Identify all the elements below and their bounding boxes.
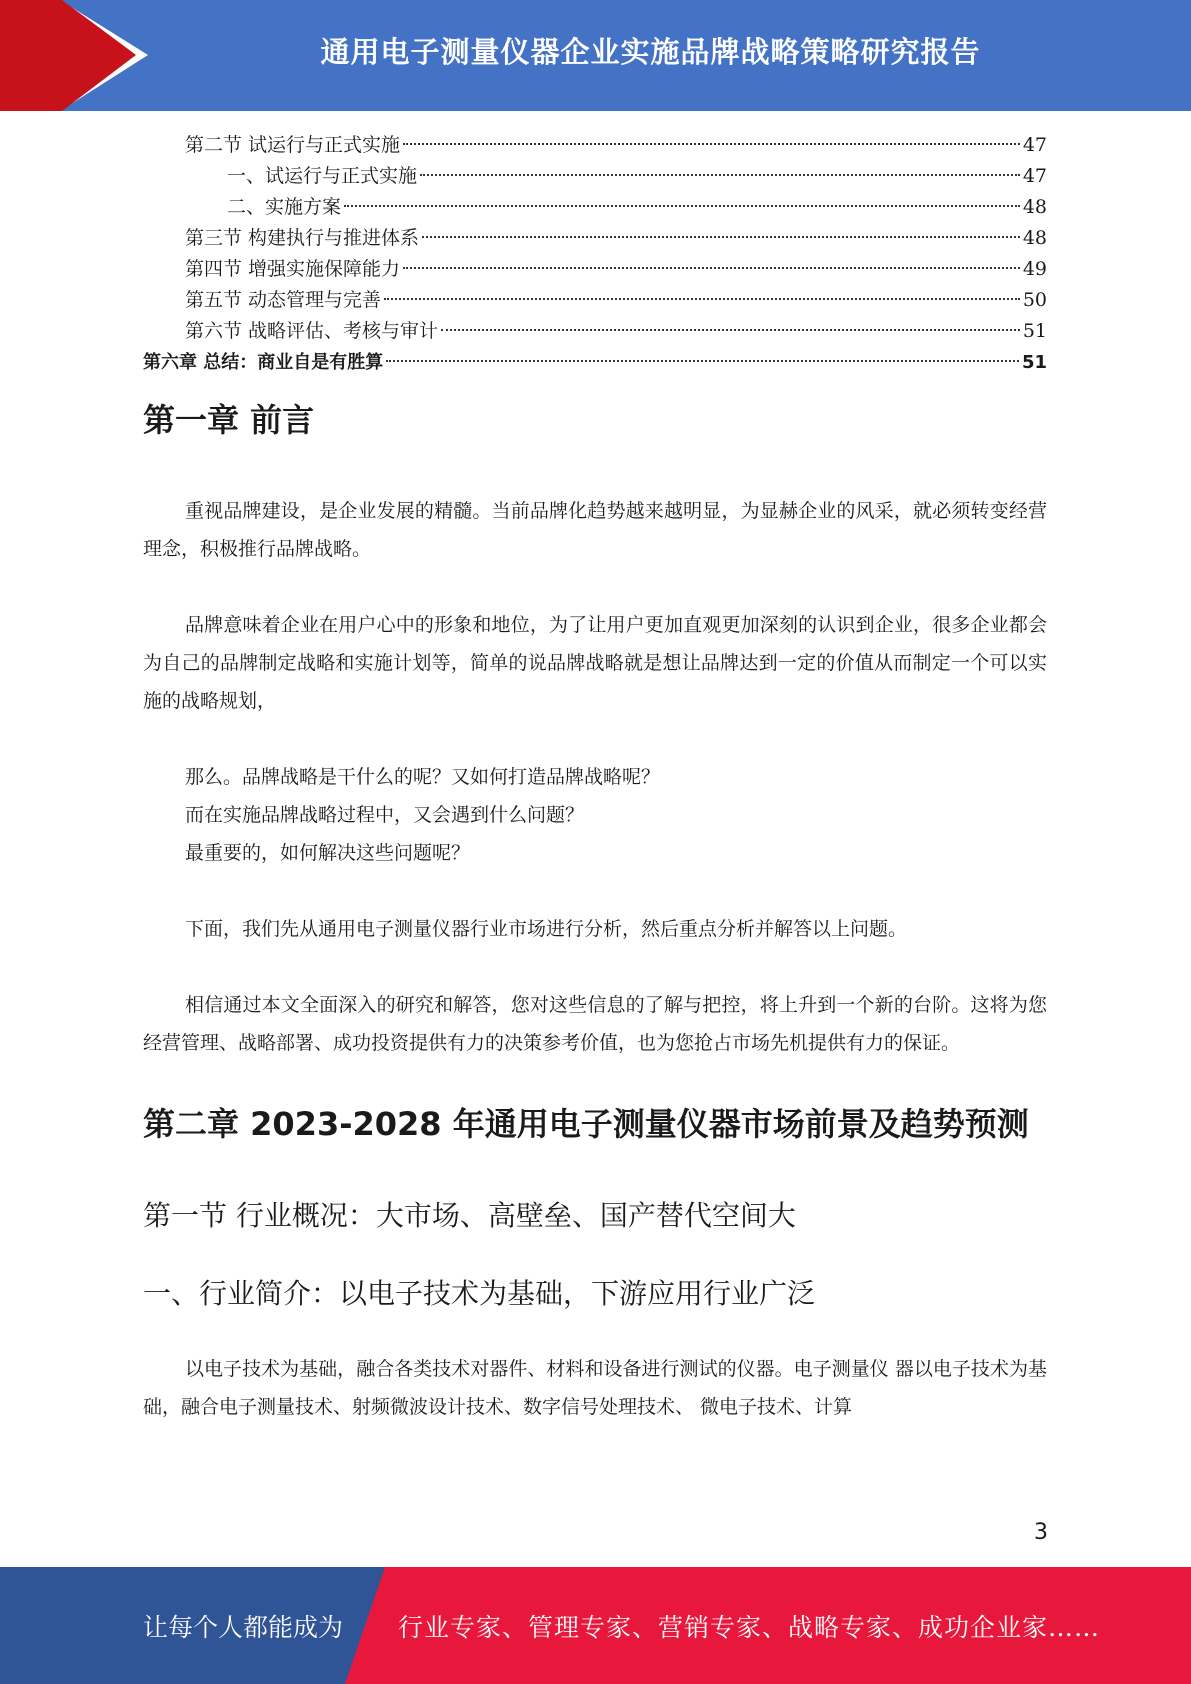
paragraph: 下面，我们先从通用电子测量仪器行业市场进行分析，然后重点分析并解答以上问题。 — [185, 918, 908, 940]
toc-entry-title: 第三节 构建执行与推进体系 — [185, 227, 420, 249]
toc-entry[interactable] — [143, 285, 1047, 316]
section-heading: 第一节 行业概况：大市场、高壁垒、国产替代空间大 — [143, 1199, 796, 1232]
toc-entry-page: 48 — [1022, 227, 1047, 249]
toc-entry-title: 二、实施方案 — [227, 196, 342, 218]
chapter-heading: 第一章 前言 — [143, 401, 315, 439]
toc-entry[interactable] — [143, 347, 1047, 378]
paragraph: 重视品牌建设，是企业发展的精髓。当前品牌化趋势越来越明显，为显赫企业的风采，就必须转变经营理念，积极推行品牌战略。 — [143, 500, 1047, 560]
chapter-heading: 第二章 2023-2028 年通用电子测量仪器市场前景及趋势预测 — [143, 1105, 1029, 1143]
page-number: 3 — [1034, 1520, 1048, 1545]
question-line: 而在实施品牌战略过程中，又会遇到什么问题？ — [185, 804, 585, 826]
main-content — [143, 398, 1047, 1426]
toc-leader-dots — [384, 298, 1020, 300]
toc-leader-dots — [403, 267, 1020, 269]
toc-entry-title: 一、试运行与正式实施 — [227, 165, 418, 187]
toc-leader-dots — [422, 236, 1020, 238]
report-title: 通用电子测量仪器企业实施品牌战略策略研究报告 — [320, 34, 981, 69]
toc-entry[interactable] — [143, 161, 1047, 192]
toc-entry-title: 第二节 试运行与正式实施 — [185, 134, 401, 156]
toc-entry-title: 第六节 战略评估、考核与审计 — [185, 320, 439, 342]
toc-entry-title: 第五节 动态管理与完善 — [185, 289, 382, 311]
question-line: 最重要的，如何解决这些问题呢？ — [185, 842, 471, 864]
paragraph: 以电子技术为基础，融合各类技术对器件、材料和设备进行测试的仪器。电子测量仪 器以电子技术为基础，融合电子测量技术、射频微波设计技术、数字信号处理技术、 微电子技术、计算 — [143, 1358, 1047, 1418]
toc-entry-page: 49 — [1022, 258, 1047, 280]
toc-entry-page: 51 — [1022, 320, 1047, 342]
page-footer — [0, 1567, 1191, 1684]
toc-entry[interactable] — [143, 254, 1047, 285]
toc-entry-page: 47 — [1022, 165, 1047, 187]
toc-entry-page: 47 — [1022, 134, 1047, 156]
toc-leader-dots — [420, 174, 1020, 176]
page-header — [0, 0, 1191, 111]
toc-entry[interactable] — [143, 192, 1047, 223]
toc-leader-dots — [386, 360, 1019, 362]
toc-entry-page: 51 — [1021, 352, 1047, 373]
toc-entry-title: 第六章 总结：商业自是有胜算 — [143, 352, 384, 373]
footer-slogan-right: 行业专家、管理专家、营销专家、战略专家、成功企业家…… — [398, 1612, 1101, 1642]
toc-leader-dots — [344, 205, 1020, 207]
toc-entry-page: 50 — [1022, 289, 1047, 311]
question-line: 那么。品牌战略是干什么的呢？又如何打造品牌战略呢？ — [185, 766, 661, 788]
table-of-contents — [143, 130, 1047, 378]
paragraph: 品牌意味着企业在用户心中的形象和地位，为了让用户更加直观更加深刻的认识到企业，很多企业都会为自己的品牌制定战略和实施计划等，简单的说品牌战略就是想让品牌达到一定的价值从而制定一个可以实施的战略规划， — [143, 614, 1047, 712]
paragraph: 相信通过本文全面深入的研究和解答，您对这些信息的了解与把控，将上升到一个新的台阶。这将为您经营管理、战略部署、成功投资提供有力的决策参考价值，也为您抢占市场先机提供有力的保证。 — [143, 994, 1047, 1054]
footer-slogan-left: 让每个人都能成为 — [143, 1612, 344, 1642]
toc-entry[interactable] — [143, 223, 1047, 254]
toc-entry-page: 48 — [1022, 196, 1047, 218]
subsection-heading: 一、行业简介：以电子技术为基础，下游应用行业广泛 — [143, 1277, 816, 1310]
toc-leader-dots — [403, 143, 1020, 145]
toc-entry[interactable] — [143, 316, 1047, 347]
toc-entry-title: 第四节 增强实施保障能力 — [185, 258, 401, 280]
toc-leader-dots — [441, 329, 1020, 331]
toc-entry[interactable] — [143, 130, 1047, 161]
